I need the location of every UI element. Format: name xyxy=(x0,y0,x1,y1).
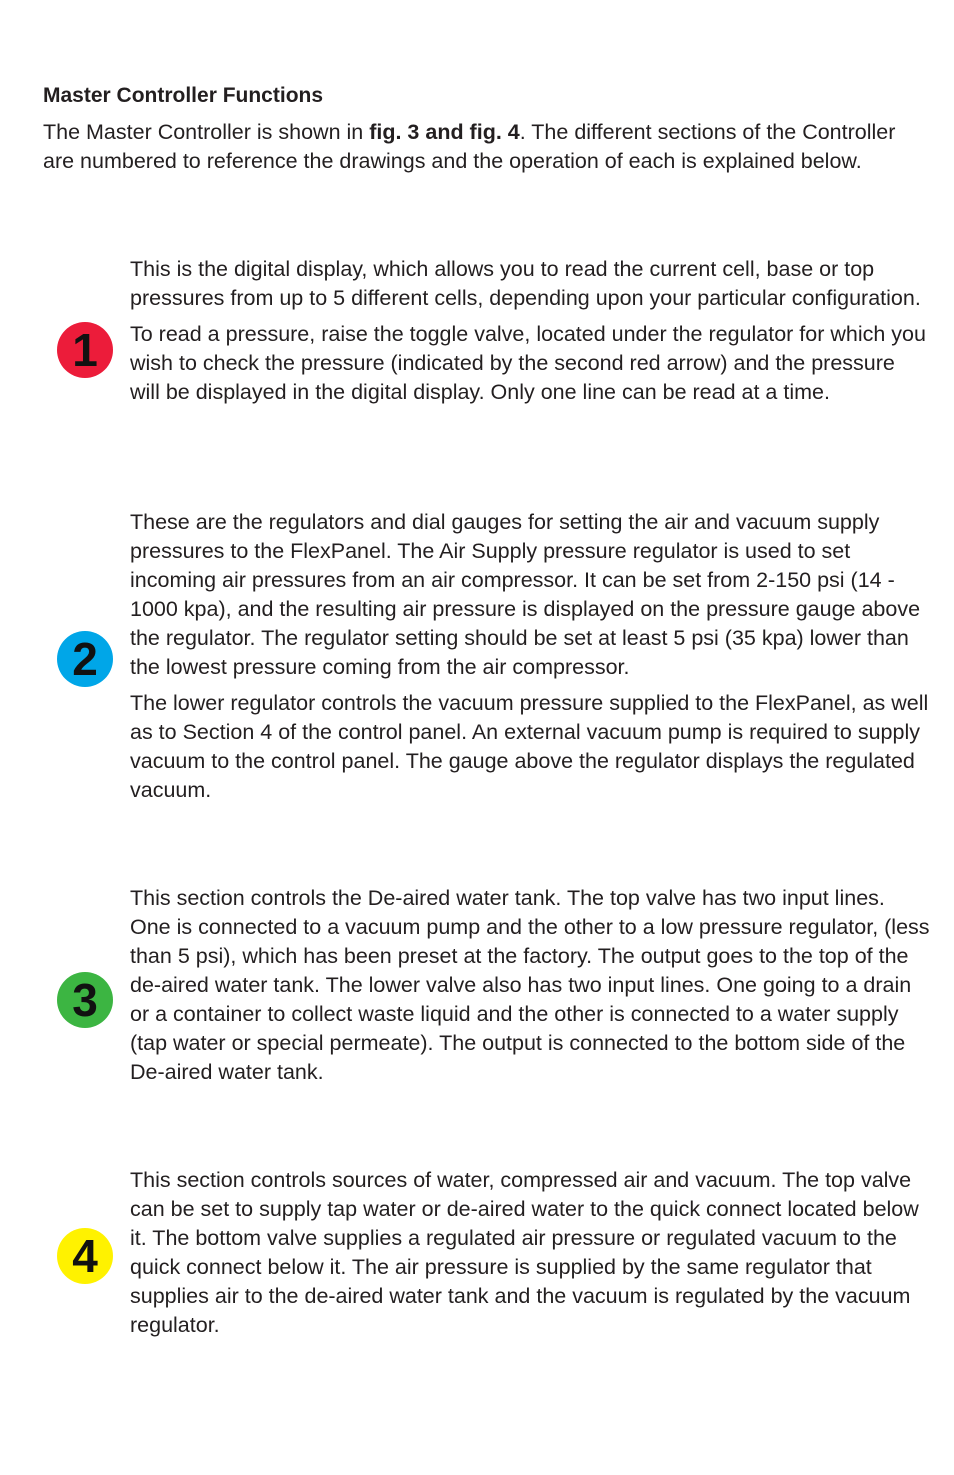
intro-text-before: The Master Controller is shown in xyxy=(43,120,370,144)
section-3-number: 3 xyxy=(72,974,98,1026)
section-2 xyxy=(130,508,930,805)
section-2-paragraph-2: The lower regulator controls the vacuum pressure supplied to the FlexPanel, as well as to Section 4 of the control panel. An external vacuum pump is required to supply vacuum to the control panel. The gauge above the regulator displays the regulated vacuum. xyxy=(130,691,929,802)
intro-paragraph xyxy=(43,118,923,176)
section-1-number: 1 xyxy=(72,324,98,376)
section-3-paragraph-1: This section controls the De-aired water tank. The top valve has two input lines. One is connected to a vacuum pump and the other to a low pressure regulator, (less than 5 psi), which has been preset at the factory. The output goes to the top of the de-aired water tank. The lower valve also has two input lines. One going to a drain or a container to collect waste liquid and the other is connected to a water supply (tap water or special permeate). The output is connected to the bottom side of the De-aired water tank. xyxy=(130,886,930,1084)
section-1-paragraph-1: This is the digital display, which allows you to read the current cell, base or top pressures from up to 5 different cells, depending upon your particular configuration. xyxy=(130,257,921,310)
section-2-badge xyxy=(57,631,113,687)
section-1 xyxy=(130,255,930,407)
intro-figure-reference: fig. 3 and fig. 4 xyxy=(369,120,520,144)
section-4-number: 4 xyxy=(72,1230,98,1282)
section-4-badge xyxy=(57,1228,113,1284)
section-1-paragraph-2: To read a pressure, raise the toggle valve, located under the regulator for which you wish to check the pressure (indicated by the second red arrow) and the pressure will be displayed in the digital display. Only one line can be read at a time. xyxy=(130,322,926,404)
section-4-paragraph-1: This section controls sources of water, compressed air and vacuum. The top valve can be set to supply tap water or de-aired water to the quick connect located below it. The bottom valve supplies a regulated air pressure or regulated vacuum to the quick connect below it. The air pressure is supplied by the same regulator that supplies air to the de-aired water tank and the vacuum is regulated by the vacuum regulator. xyxy=(130,1168,919,1337)
section-2-number: 2 xyxy=(72,633,98,685)
section-4 xyxy=(130,1166,930,1340)
section-3 xyxy=(130,884,930,1087)
section-1-badge xyxy=(57,322,113,378)
intro-text-after: . The different sections of the Controller are numbered to reference the drawings and the operation of each is explained below. xyxy=(43,120,896,173)
section-2-paragraph-1: These are the regulators and dial gauges for setting the air and vacuum supply pressures to the FlexPanel. The Air Supply pressure regulator is used to set incoming air pressures from an air compressor. It can be set from 2-150 psi (14 - 1000 kpa), and the resulting air pressure is displayed on the pressure gauge above the regulator. The regulator setting should be set at least 5 psi (35 kpa) lower than the lowest pressure coming from the air compressor. xyxy=(130,510,921,679)
page-title: Master Controller Functions xyxy=(43,84,324,107)
section-3-badge xyxy=(57,972,113,1028)
